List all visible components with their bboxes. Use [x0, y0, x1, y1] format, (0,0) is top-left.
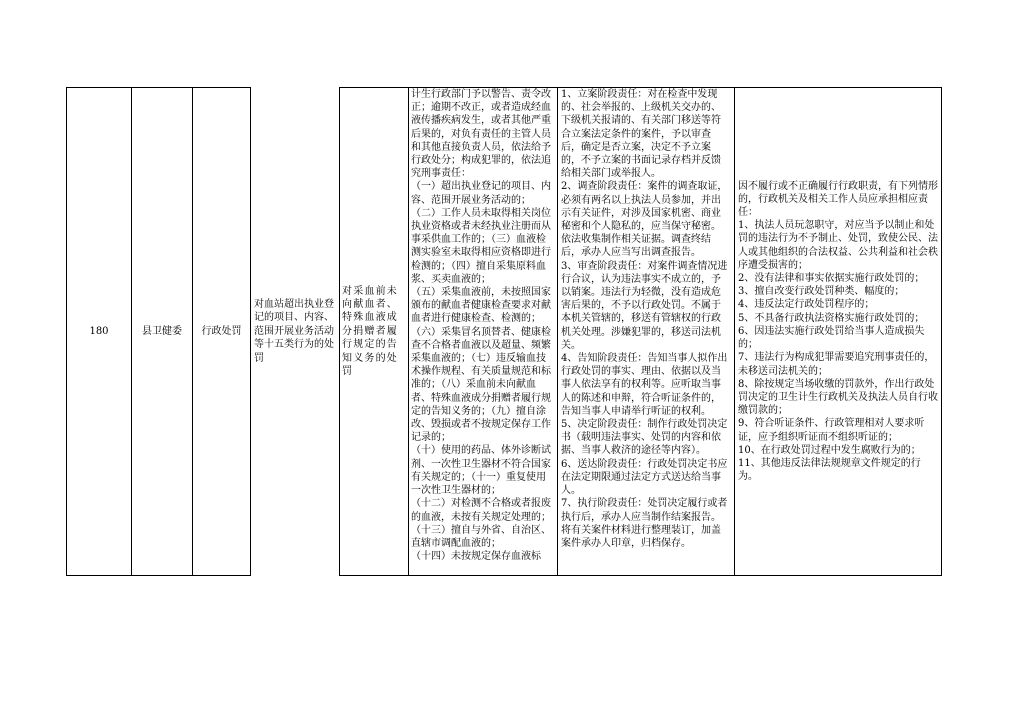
responsibility-cell [558, 87, 735, 576]
item-name: 对血站超出执业登记的项目、内容、范围开展业务活动等十五类行为的处罚 [254, 298, 334, 364]
subitem: 对采血前未向献血者、特殊血液成分捐赠者履行规定的告知义务的处罚 [342, 285, 398, 378]
category: 行政处罚 [201, 325, 242, 337]
category-cell [192, 87, 251, 576]
department: 县卫健委 [142, 325, 182, 337]
accountability-cell [735, 87, 942, 576]
item-name-cell [251, 87, 339, 576]
subitem-cell [339, 87, 409, 576]
row-number-cell [66, 87, 131, 576]
basis-text: 计生行政部门予以警告、责令改正；逾期不改正，或者造成经血液传播疾病发生，或者其他严重后果的，对负有责任的主管人员和其他直接负责人员，依法给予行政处分；构成犯罪的，依法追究刑事责任： （一）超出执业登记的项目、内容、范围开展业务活动的； （二）工作人员未取得相关岗位执业资格或者未经执业注册而从事采供血工作的；（三）血液检测实验室未取得相应资格即进行检测的；（四）擅自采集原料血浆、买卖血液的； （五）采集血液前，未按照国家颁布的献血者健康检查要求对献血者进行健康检查、检测的；（六）采集冒名顶替者、健康检查不合格者血液以及超量、频繁采集血液的；（七）违反输血技术操作规程、有关质量规范和标准的；（八）采血前未向献血者、特殊血液成分捐赠者履行规定的告知义务的；（九）擅自涂改、毁损或者不按规定保存工作记录的； （十）使用的药品、体外诊断试剂、一次性卫生器材不符合国家有关规定的；（十一）重复使用一次性卫生器材的； （十二）对检测不合格或者报废的血液，未按有关规定处理的；（十三）擅自与外省、自治区、直辖市调配血液的； （十四）未按规定保存血液标 [411, 89, 551, 563]
accountability-text: 因不履行或不正确履行行政职责，有下列情形的，行政机关及相关工作人员应承担相应责任： 1、执法人员玩忽职守，对应当予以制止和处罚的违法行为不予制止、处罚，致使公民、法人或其他组织的合法权益、公共利益和社会秩序遭受损害的； 2、没有法律和事实依据实施行政处罚的； 3、擅自改变行政处罚种类、幅度的； 4、违反法定行政处罚程序的； 5、不具备行政执法资格实施行政处罚的； 6、因违法实施行政处罚给当事人造成损失的； 7、违法行为构成犯罪需要追究刑事责任的，未移送司法机关的； 8、除按规定当场收缴的罚款外，作出行政处罚决定的卫生计生行政机关及执法人员自行收缴罚款的； 9、符合听证条件、行政管理相对人要求听证，应予组织听证而不组织听证的； 10、在行政处罚过程中发生腐败行为的； 11、其他违反法律法规规章文件规定的行为。 [738, 180, 938, 483]
responsibility-text: 1、立案阶段责任：对在检查中发现的、社会举报的、上级机关交办的、下级机关报请的、有关部门移送等符合立案法定条件的案件，予以审查后，确定是否立案，决定不予立案的，不予立案的书面记录存档并反馈给相关部门或举报人。 2、调查阶段责任：案件的调查取证，必须有两名以上执法人员参加，并出示有关证件，对涉及国家机密、商业秘密和个人隐私的，应当保守秘密。依法收集制作相关证据。调查终结后，承办人应当写出调查报告。 3、审查阶段责任：对案件调查情况进行合议，认为违法事实不成立的，予以销案。违法行为轻微，没有造成危害后果的，不予以行政处罚。不属于本机关管辖的，移送有管辖权的行政机关处理。涉嫌犯罪的，移送司法机关。 4、告知阶段责任：告知当事人拟作出行政处罚的事实、理由、依据以及当事人依法享有的权利等。应听取当事人的陈述和申辩，符合听证条件的，告知当事人申请举行听证的权利。 5、决定阶段责任：制作行政处罚决定书（载明违法事实、处罚的内容和依据、当事人救济的途径等内容）。 6、送达阶段责任：行政处罚决定书应在法定期限通过法定方式送达给当事人。 7、执行阶段责任：处罚决定履行或者执行后，承办人应当制作结案报告。将有关案件材料进行整理装订，加盖案件承办人印章，归档保存。 [561, 89, 728, 549]
basis-cell [409, 87, 558, 576]
row-number: 180 [89, 325, 109, 337]
department-cell [131, 87, 192, 576]
